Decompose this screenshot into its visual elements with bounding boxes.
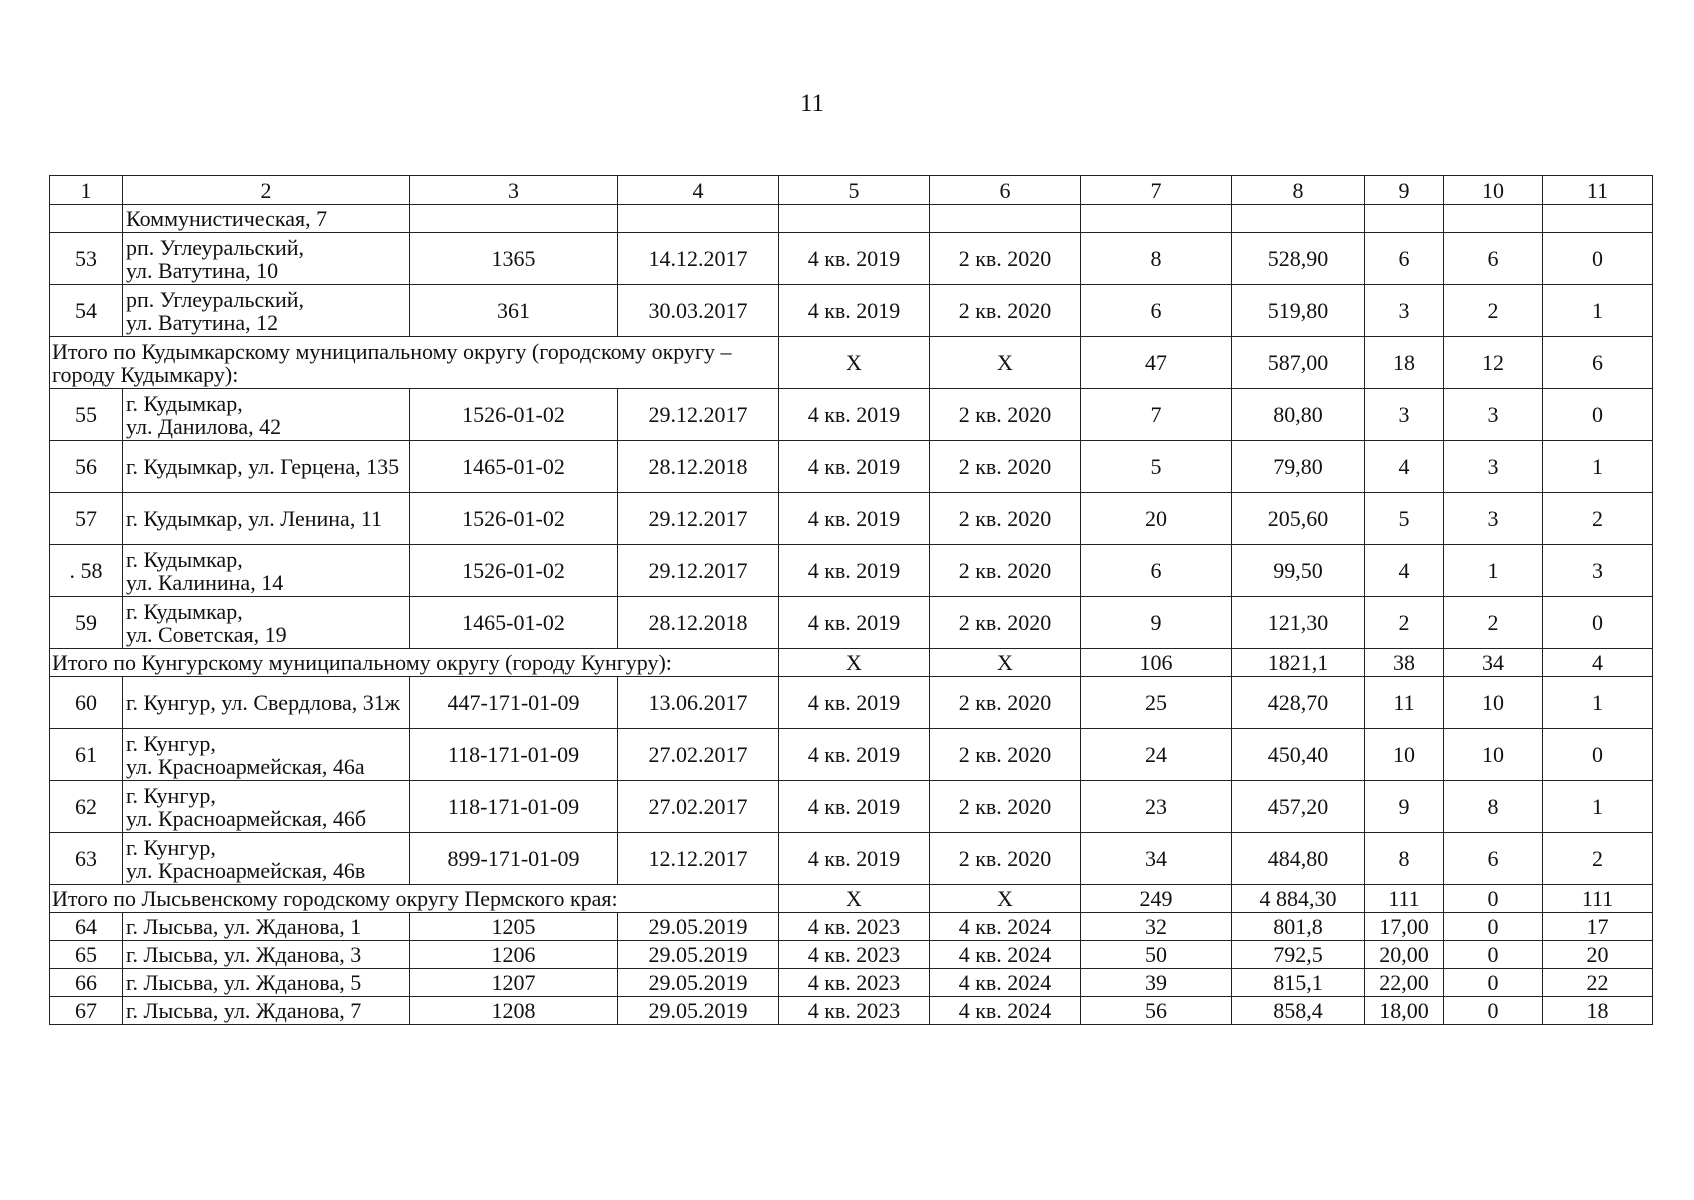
address-cell: рп. Углеуральский, ул. Ватутина, 12 (123, 285, 410, 337)
value-cell: 0 (1444, 969, 1543, 997)
value-cell: 18,00 (1365, 997, 1444, 1025)
date-cell: 13.06.2017 (618, 677, 779, 729)
header-cell: 11 (1543, 176, 1653, 205)
address-cell: г. Кунгур, ул. Красноармейская, 46а (123, 729, 410, 781)
project-number-cell: 1526-01-02 (410, 389, 618, 441)
value-cell: 1 (1543, 441, 1653, 493)
value-cell: 815,1 (1232, 969, 1365, 997)
period-end-cell: 2 кв. 2020 (930, 389, 1081, 441)
period-start-cell: 4 кв. 2019 (779, 545, 930, 597)
value-cell: 32 (1081, 913, 1232, 941)
value-cell: 0 (1543, 597, 1653, 649)
value-cell: 519,80 (1232, 285, 1365, 337)
total-value-cell: X (779, 885, 930, 913)
row-number-cell: 56 (50, 441, 123, 493)
row-number-cell: 60 (50, 677, 123, 729)
period-start-cell: 4 кв. 2023 (779, 969, 930, 997)
total-row (50, 885, 1653, 913)
total-value-cell: 111 (1543, 885, 1653, 913)
empty-cell (1365, 205, 1444, 233)
value-cell: 24 (1081, 729, 1232, 781)
header-cell: 6 (930, 176, 1081, 205)
value-cell: 3 (1444, 493, 1543, 545)
total-label-cell: Итого по Кунгурскому муниципальному округу (городу Кунгуру): (50, 649, 779, 677)
table-row (50, 597, 1653, 649)
total-label-cell: Итого по Лысьвенскому городскому округу Пермского края: (50, 885, 779, 913)
value-cell: 8 (1365, 833, 1444, 885)
date-cell: 29.05.2019 (618, 997, 779, 1025)
value-cell: 50 (1081, 941, 1232, 969)
total-row (50, 649, 1653, 677)
value-cell: 17 (1543, 913, 1653, 941)
date-cell: 27.02.2017 (618, 729, 779, 781)
project-number-cell: 1205 (410, 913, 618, 941)
value-cell: 5 (1365, 493, 1444, 545)
page-number-text: 11 (799, 90, 825, 117)
period-start-cell: 4 кв. 2019 (779, 441, 930, 493)
value-cell: 1 (1543, 677, 1653, 729)
header-cell: 1 (50, 176, 123, 205)
period-end-cell: 4 кв. 2024 (930, 941, 1081, 969)
period-end-cell: 2 кв. 2020 (930, 285, 1081, 337)
period-end-cell: 2 кв. 2020 (930, 493, 1081, 545)
total-value-cell: X (930, 649, 1081, 677)
total-value-cell: 6 (1543, 337, 1653, 389)
period-start-cell: 4 кв. 2023 (779, 997, 930, 1025)
period-end-cell: 2 кв. 2020 (930, 597, 1081, 649)
date-cell: 29.12.2017 (618, 493, 779, 545)
address-cell: г. Кудымкар, ул. Калинина, 14 (123, 545, 410, 597)
value-cell: 2 (1444, 285, 1543, 337)
value-cell: 2 (1543, 833, 1653, 885)
row-number-cell: 63 (50, 833, 123, 885)
date-cell: 29.05.2019 (618, 913, 779, 941)
value-cell: 0 (1543, 233, 1653, 285)
project-number-cell: 1526-01-02 (410, 545, 618, 597)
header-cell: 9 (1365, 176, 1444, 205)
header-row (50, 176, 1653, 205)
value-cell: 528,90 (1232, 233, 1365, 285)
table-row (50, 441, 1653, 493)
date-cell: 29.12.2017 (618, 389, 779, 441)
value-cell: 792,5 (1232, 941, 1365, 969)
value-cell: 6 (1365, 233, 1444, 285)
value-cell: 5 (1081, 441, 1232, 493)
row-number-cell: 59 (50, 597, 123, 649)
value-cell: 10 (1365, 729, 1444, 781)
project-number-cell: 899-171-01-09 (410, 833, 618, 885)
address-cell: г. Кунгур, ул. Красноармейская, 46в (123, 833, 410, 885)
table-row (50, 233, 1653, 285)
header-cell: 8 (1232, 176, 1365, 205)
value-cell: 20 (1543, 941, 1653, 969)
value-cell: 1 (1543, 285, 1653, 337)
total-value-cell: X (779, 649, 930, 677)
row-number-cell: 62 (50, 781, 123, 833)
date-cell: 12.12.2017 (618, 833, 779, 885)
value-cell: 4 (1365, 441, 1444, 493)
header-cell: 2 (123, 176, 410, 205)
value-cell: 22 (1543, 969, 1653, 997)
address-cell: г. Кунгур, ул. Красноармейская, 46б (123, 781, 410, 833)
total-value-cell: 587,00 (1232, 337, 1365, 389)
row-number-cell: 55 (50, 389, 123, 441)
period-start-cell: 4 кв. 2019 (779, 677, 930, 729)
address-cell: г. Лысьва, ул. Жданова, 3 (123, 941, 410, 969)
project-number-cell: 118-171-01-09 (410, 729, 618, 781)
address-cell: г. Лысьва, ул. Жданова, 1 (123, 913, 410, 941)
value-cell: 121,30 (1232, 597, 1365, 649)
period-start-cell: 4 кв. 2019 (779, 285, 930, 337)
row-number-cell: 65 (50, 941, 123, 969)
date-cell: 30.03.2017 (618, 285, 779, 337)
project-number-cell: 1465-01-02 (410, 441, 618, 493)
table-row (50, 941, 1653, 969)
total-value-cell: 111 (1365, 885, 1444, 913)
value-cell: 20 (1081, 493, 1232, 545)
project-number-cell: 118-171-01-09 (410, 781, 618, 833)
period-end-cell: 2 кв. 2020 (930, 833, 1081, 885)
total-value-cell: X (930, 337, 1081, 389)
address-cell: г. Кудымкар, ул. Советская, 19 (123, 597, 410, 649)
date-cell: 29.05.2019 (618, 969, 779, 997)
value-cell: 34 (1081, 833, 1232, 885)
value-cell: 205,60 (1232, 493, 1365, 545)
value-cell: 3 (1444, 389, 1543, 441)
value-cell: 8 (1081, 233, 1232, 285)
value-cell: 484,80 (1232, 833, 1365, 885)
table-row (50, 389, 1653, 441)
address-cell: г. Кудымкар, ул. Данилова, 42 (123, 389, 410, 441)
address-cell: г. Кудымкар, ул. Ленина, 11 (123, 493, 410, 545)
value-cell: 3 (1543, 545, 1653, 597)
value-cell: 22,00 (1365, 969, 1444, 997)
date-cell: 29.12.2017 (618, 545, 779, 597)
value-cell: 3 (1365, 389, 1444, 441)
row-number-cell: 67 (50, 997, 123, 1025)
value-cell: 3 (1444, 441, 1543, 493)
value-cell: 10 (1444, 677, 1543, 729)
project-number-cell: 1207 (410, 969, 618, 997)
value-cell: 56 (1081, 997, 1232, 1025)
value-cell: 17,00 (1365, 913, 1444, 941)
value-cell: 0 (1543, 389, 1653, 441)
value-cell: 99,50 (1232, 545, 1365, 597)
total-value-cell: 1821,1 (1232, 649, 1365, 677)
period-end-cell: 2 кв. 2020 (930, 677, 1081, 729)
table-row (50, 913, 1653, 941)
value-cell: 6 (1444, 833, 1543, 885)
value-cell: 9 (1365, 781, 1444, 833)
row-number-cell: 64 (50, 913, 123, 941)
value-cell: 7 (1081, 389, 1232, 441)
table-row (50, 545, 1653, 597)
value-cell: 3 (1365, 285, 1444, 337)
row-number-cell: 57 (50, 493, 123, 545)
total-value-cell: X (779, 337, 930, 389)
row-number-cell: 54 (50, 285, 123, 337)
value-cell: 450,40 (1232, 729, 1365, 781)
empty-cell (50, 205, 123, 233)
date-cell: 27.02.2017 (618, 781, 779, 833)
project-number-cell: 1465-01-02 (410, 597, 618, 649)
period-end-cell: 4 кв. 2024 (930, 997, 1081, 1025)
address-cell: г. Лысьва, ул. Жданова, 7 (123, 997, 410, 1025)
total-value-cell: 18 (1365, 337, 1444, 389)
address-cell: Коммунистическая, 7 (123, 205, 410, 233)
table-row (50, 677, 1653, 729)
value-cell: 6 (1444, 233, 1543, 285)
period-start-cell: 4 кв. 2019 (779, 493, 930, 545)
table-row (50, 997, 1653, 1025)
value-cell: 20,00 (1365, 941, 1444, 969)
header-cell: 7 (1081, 176, 1232, 205)
empty-cell (1232, 205, 1365, 233)
empty-cell (1444, 205, 1543, 233)
value-cell: 2 (1444, 597, 1543, 649)
total-value-cell: 4 884,30 (1232, 885, 1365, 913)
header-cell: 5 (779, 176, 930, 205)
value-cell: 2 (1543, 493, 1653, 545)
value-cell: 0 (1444, 913, 1543, 941)
table-row (50, 969, 1653, 997)
header-cell: 10 (1444, 176, 1543, 205)
row-number-cell: 53 (50, 233, 123, 285)
period-start-cell: 4 кв. 2019 (779, 597, 930, 649)
row-number-cell: 66 (50, 969, 123, 997)
empty-cell (618, 205, 779, 233)
project-number-cell: 361 (410, 285, 618, 337)
table-row (50, 493, 1653, 545)
value-cell: 0 (1444, 997, 1543, 1025)
total-value-cell: 249 (1081, 885, 1232, 913)
address-cell: рп. Углеуральский, ул. Ватутина, 10 (123, 233, 410, 285)
value-cell: 858,4 (1232, 997, 1365, 1025)
header-cell: 3 (410, 176, 618, 205)
period-start-cell: 4 кв. 2019 (779, 233, 930, 285)
period-end-cell: 4 кв. 2024 (930, 913, 1081, 941)
table-row (50, 781, 1653, 833)
address-cell: г. Кунгур, ул. Свердлова, 31ж (123, 677, 410, 729)
period-end-cell: 2 кв. 2020 (930, 781, 1081, 833)
total-value-cell: 12 (1444, 337, 1543, 389)
total-value-cell: 34 (1444, 649, 1543, 677)
value-cell: 1 (1543, 781, 1653, 833)
data-table (49, 175, 1653, 1025)
project-number-cell: 1206 (410, 941, 618, 969)
value-cell: 11 (1365, 677, 1444, 729)
period-end-cell: 4 кв. 2024 (930, 969, 1081, 997)
value-cell: 25 (1081, 677, 1232, 729)
value-cell: 457,20 (1232, 781, 1365, 833)
total-label-cell: Итого по Кудымкарскому муниципальному округу (городскому округу – городу Кудымкару): (50, 337, 779, 389)
empty-cell (1081, 205, 1232, 233)
total-value-cell: 4 (1543, 649, 1653, 677)
project-number-cell: 1526-01-02 (410, 493, 618, 545)
table-row (50, 729, 1653, 781)
value-cell: 2 (1365, 597, 1444, 649)
table-row (50, 833, 1653, 885)
date-cell: 28.12.2018 (618, 441, 779, 493)
table-row (50, 285, 1653, 337)
period-start-cell: 4 кв. 2019 (779, 729, 930, 781)
row-number-cell: . 58 (50, 545, 123, 597)
empty-cell (410, 205, 618, 233)
value-cell: 0 (1444, 941, 1543, 969)
period-start-cell: 4 кв. 2023 (779, 941, 930, 969)
table-body (50, 176, 1653, 1025)
value-cell: 801,8 (1232, 913, 1365, 941)
value-cell: 18 (1543, 997, 1653, 1025)
date-cell: 28.12.2018 (618, 597, 779, 649)
header-cell: 4 (618, 176, 779, 205)
total-value-cell: X (930, 885, 1081, 913)
value-cell: 4 (1365, 545, 1444, 597)
value-cell: 428,70 (1232, 677, 1365, 729)
period-start-cell: 4 кв. 2019 (779, 833, 930, 885)
period-end-cell: 2 кв. 2020 (930, 729, 1081, 781)
value-cell: 39 (1081, 969, 1232, 997)
total-value-cell: 38 (1365, 649, 1444, 677)
value-cell: 8 (1444, 781, 1543, 833)
date-cell: 14.12.2017 (618, 233, 779, 285)
total-value-cell: 47 (1081, 337, 1232, 389)
value-cell: 0 (1543, 729, 1653, 781)
page-number (0, 90, 1694, 118)
value-cell: 9 (1081, 597, 1232, 649)
period-end-cell: 2 кв. 2020 (930, 545, 1081, 597)
empty-cell (779, 205, 930, 233)
value-cell: 1 (1444, 545, 1543, 597)
date-cell: 29.05.2019 (618, 941, 779, 969)
total-value-cell: 0 (1444, 885, 1543, 913)
row-number-cell: 61 (50, 729, 123, 781)
empty-cell (1543, 205, 1653, 233)
value-cell: 6 (1081, 285, 1232, 337)
period-start-cell: 4 кв. 2023 (779, 913, 930, 941)
continuation-row (50, 205, 1653, 233)
value-cell: 23 (1081, 781, 1232, 833)
value-cell: 10 (1444, 729, 1543, 781)
value-cell: 80,80 (1232, 389, 1365, 441)
period-end-cell: 2 кв. 2020 (930, 233, 1081, 285)
value-cell: 6 (1081, 545, 1232, 597)
project-number-cell: 1365 (410, 233, 618, 285)
total-value-cell: 106 (1081, 649, 1232, 677)
address-cell: г. Кудымкар, ул. Герцена, 135 (123, 441, 410, 493)
period-start-cell: 4 кв. 2019 (779, 781, 930, 833)
project-number-cell: 447-171-01-09 (410, 677, 618, 729)
total-row (50, 337, 1653, 389)
project-number-cell: 1208 (410, 997, 618, 1025)
empty-cell (930, 205, 1081, 233)
period-start-cell: 4 кв. 2019 (779, 389, 930, 441)
address-cell: г. Лысьва, ул. Жданова, 5 (123, 969, 410, 997)
period-end-cell: 2 кв. 2020 (930, 441, 1081, 493)
value-cell: 79,80 (1232, 441, 1365, 493)
